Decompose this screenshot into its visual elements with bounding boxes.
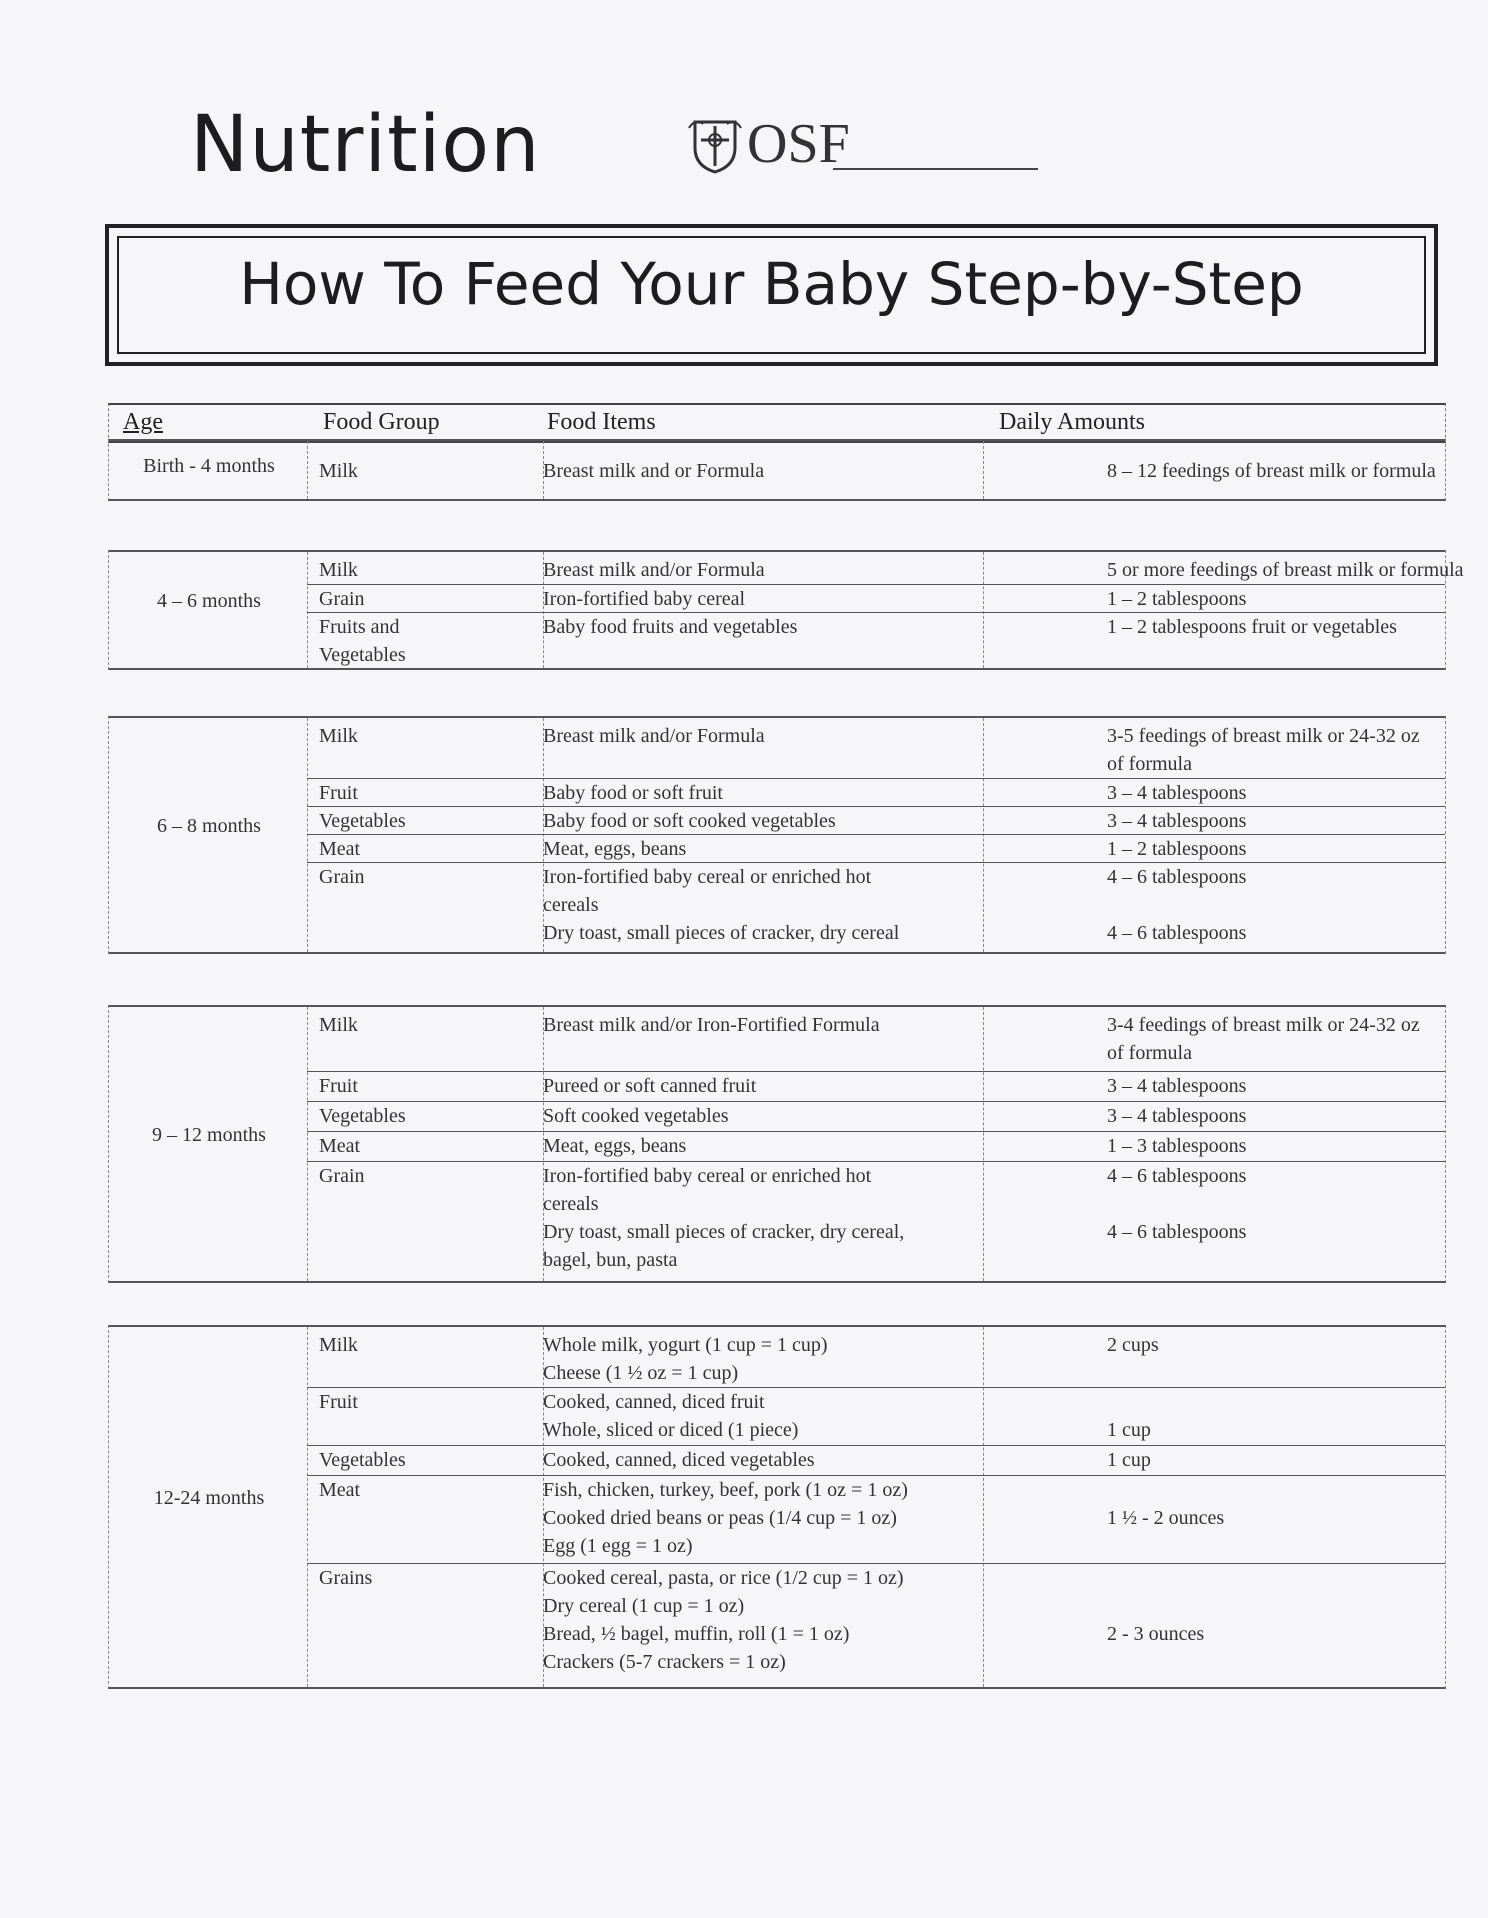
daily-amount-cell-line	[1107, 1648, 1204, 1676]
table-row	[307, 1331, 1445, 1387]
food-items-cell-line: Bread, ½ bagel, muffin, roll (1 = 1 oz)	[543, 1623, 850, 1645]
daily-amount-cell-line	[1107, 1359, 1159, 1387]
daily-amount-cell-line: 3 – 4 tablespoons	[1107, 810, 1247, 832]
food-items-cell	[543, 556, 765, 584]
food-items-cell-line: Cooked, canned, diced fruit	[543, 1391, 765, 1413]
logo-underline	[833, 168, 1038, 170]
food-items-cell-line: cereals	[543, 1193, 599, 1215]
logo-wordmark: OSF	[747, 113, 850, 175]
daily-amount-cell-line: 3 – 4 tablespoons	[1107, 1075, 1247, 1097]
food-items-cell	[543, 1388, 798, 1444]
daily-amount-cell	[1107, 1564, 1204, 1676]
daily-amount-cell	[1107, 863, 1246, 947]
food-group-cell	[319, 1072, 358, 1100]
daily-amount-cell	[1107, 613, 1397, 641]
food-group-cell-line: Milk	[319, 460, 358, 482]
osf-logo	[685, 114, 1040, 176]
food-group-cell-line: Meat	[319, 838, 361, 860]
age-label: 12-24 months	[153, 1487, 265, 1509]
daily-amount-cell-line: 2 - 3 ounces	[1107, 1623, 1205, 1645]
food-items-cell-line: bagel, bun, pasta	[543, 1249, 678, 1271]
food-group-cell-line: Grain	[319, 1165, 365, 1187]
daily-amount-cell-line: 1 – 2 tablespoons	[1107, 588, 1247, 610]
column-header-age: Age	[123, 409, 163, 435]
table-row	[307, 862, 1445, 949]
food-items-cell-line: Whole milk, yogurt (1 cup = 1 cup)	[543, 1334, 828, 1356]
daily-amount-cell-line	[1107, 1592, 1204, 1620]
food-group-cell-line: Vegetables	[319, 810, 406, 832]
food-items-cell-line: Cooked cereal, pasta, or rice (1/2 cup = 1 oz)	[543, 1567, 904, 1589]
column-header-food-items: Food Items	[547, 409, 656, 435]
crest-icon	[685, 114, 745, 176]
food-group-cell	[319, 1162, 365, 1190]
food-group-cell-line: Grain	[319, 588, 365, 610]
food-items-cell-line: Dry cereal (1 cup = 1 oz)	[543, 1595, 745, 1617]
age-label: 6 – 8 months	[157, 815, 261, 837]
food-group-cell	[319, 1476, 360, 1504]
food-items-cell	[543, 585, 745, 613]
column-header-food-group: Food Group	[323, 409, 440, 435]
daily-amount-cell	[1107, 1162, 1246, 1274]
food-items-cell-line: Iron-fortified baby cereal	[543, 588, 746, 610]
daily-amount-cell-line: of formula	[1107, 1042, 1192, 1064]
food-items-cell	[543, 722, 765, 750]
table-row	[307, 584, 1445, 613]
table-row	[307, 612, 1445, 665]
food-items-cell-line: cereals	[543, 894, 599, 916]
daily-amount-cell	[1107, 779, 1246, 807]
food-items-cell-line: Iron-fortified baby cereal or enriched hot	[543, 866, 872, 888]
daily-amount-cell	[1107, 807, 1246, 835]
table-row	[307, 1101, 1445, 1132]
food-items-cell-line: Dry toast, small pieces of cracker, dry cereal	[543, 922, 900, 944]
table-row	[307, 834, 1445, 863]
food-items-cell	[543, 1331, 828, 1387]
food-items-cell	[543, 1102, 729, 1130]
food-group-cell-line: Meat	[319, 1135, 361, 1157]
daily-amount-cell-line: 1 cup	[1107, 1419, 1151, 1441]
daily-amount-cell-line: 1 – 3 tablespoons	[1107, 1135, 1247, 1157]
daily-amount-cell	[1107, 835, 1246, 863]
daily-amount-cell-line: 3 – 4 tablespoons	[1107, 782, 1247, 804]
table-row	[307, 1387, 1445, 1446]
daily-amount-cell	[1107, 1446, 1151, 1474]
food-group-cell	[319, 807, 406, 835]
food-group-cell	[319, 779, 358, 807]
food-group-cell	[319, 722, 358, 750]
daily-amount-cell-line: 5 or more feedings of breast milk or formula	[1107, 559, 1464, 581]
daily-amount-cell-line: 2 cups	[1107, 1334, 1159, 1356]
daily-amount-cell	[1107, 556, 1464, 584]
daily-amount-cell-line: 8 – 12 feedings of breast milk or formula	[1107, 460, 1436, 482]
food-items-cell	[543, 835, 686, 863]
food-items-cell	[543, 779, 723, 807]
food-group-cell-line: Fruit	[319, 1391, 358, 1413]
food-group-cell-line: Milk	[319, 725, 358, 747]
food-items-cell-line: Pureed or soft canned fruit	[543, 1075, 757, 1097]
food-group-cell-line: Fruit	[319, 1075, 358, 1097]
food-items-cell-line: Baby food fruits and vegetables	[543, 616, 798, 638]
food-items-cell	[543, 1132, 686, 1160]
food-items-cell-line: Baby food or soft cooked vegetables	[543, 810, 836, 832]
table-row	[307, 806, 1445, 835]
food-group-cell	[319, 613, 406, 669]
daily-amount-cell-line: 1 ½ - 2 ounces	[1107, 1507, 1225, 1529]
table-row	[307, 1445, 1445, 1476]
table-row	[307, 1071, 1445, 1102]
heading-row	[190, 100, 1040, 200]
food-group-cell-line: Milk	[319, 1334, 358, 1356]
food-items-cell-line: Cooked, canned, diced vegetables	[543, 1449, 815, 1471]
daily-amount-cell-line	[1107, 1476, 1224, 1504]
food-items-cell-line: Breast milk and/or Formula	[543, 725, 765, 747]
subtitle-box	[105, 224, 1438, 366]
subtitle: How To Feed Your Baby Step-by-Step	[239, 250, 1304, 318]
table-row	[307, 1161, 1445, 1278]
daily-amount-cell	[1107, 585, 1246, 613]
food-group-cell	[319, 863, 365, 891]
daily-amount-cell-line: 1 – 2 tablespoons fruit or vegetables	[1107, 616, 1397, 638]
table-row	[307, 1563, 1445, 1684]
food-group-cell	[319, 1102, 406, 1130]
daily-amount-cell	[1107, 1476, 1224, 1560]
daily-amount-cell	[1107, 1072, 1246, 1100]
daily-amount-cell-line: 4 – 6 tablespoons	[1107, 1221, 1247, 1243]
food-items-cell-line: Breast milk and/or Formula	[543, 559, 765, 581]
food-items-cell	[543, 1072, 756, 1100]
food-items-cell-line: Baby food or soft fruit	[543, 782, 723, 804]
food-items-cell-line: Dry toast, small pieces of cracker, dry cereal,	[543, 1221, 905, 1243]
food-items-cell-line: Cooked dried beans or peas (1/4 cup = 1 oz)	[543, 1507, 897, 1529]
food-group-cell	[319, 1388, 358, 1416]
daily-amount-cell-line: 4 – 6 tablespoons	[1107, 1165, 1247, 1187]
food-group-cell-line: Fruit	[319, 782, 358, 804]
food-items-cell-line: Crackers (5-7 crackers = 1 oz)	[543, 1651, 786, 1673]
food-items-cell	[543, 1011, 880, 1039]
food-items-cell-line: Fish, chicken, turkey, beef, pork (1 oz = 1 oz)	[543, 1479, 908, 1501]
food-items-cell-line: Soft cooked vegetables	[543, 1105, 729, 1127]
age-section	[108, 550, 1464, 670]
food-items-cell	[543, 807, 836, 835]
food-items-cell	[543, 457, 764, 485]
food-items-cell	[543, 613, 797, 641]
daily-amount-cell-line: 3 – 4 tablespoons	[1107, 1105, 1247, 1127]
food-group-cell-line: Meat	[319, 1479, 361, 1501]
age-label: 4 – 6 months	[157, 590, 261, 612]
food-group-cell	[319, 1446, 406, 1474]
table-row	[307, 1131, 1445, 1162]
table-row	[307, 556, 1464, 584]
food-group-cell-line: Grain	[319, 866, 365, 888]
table-row	[307, 722, 1445, 778]
daily-amount-cell-line: of formula	[1107, 753, 1192, 775]
age-label: Birth - 4 months	[143, 455, 275, 477]
age-label: 9 – 12 months	[152, 1124, 266, 1146]
daily-amount-cell	[1107, 722, 1420, 778]
food-items-cell	[543, 1162, 904, 1274]
daily-amount-cell-line	[1107, 1532, 1224, 1560]
food-items-cell-line: Egg (1 egg = 1 oz)	[543, 1535, 693, 1557]
daily-amount-cell	[1107, 1102, 1246, 1130]
table-row	[307, 778, 1445, 807]
food-group-cell-line: Vegetables	[319, 644, 406, 666]
daily-amount-cell-line: 1 – 2 tablespoons	[1107, 838, 1247, 860]
food-items-cell	[543, 1446, 815, 1474]
food-group-cell-line: Fruits and	[319, 616, 400, 638]
daily-amount-cell-line: 1 cup	[1107, 1449, 1151, 1471]
column-header-daily-amounts: Daily Amounts	[999, 409, 1146, 435]
food-group-cell	[319, 1132, 360, 1160]
daily-amount-cell-line: 3-5 feedings of breast milk or 24-32 oz	[1107, 725, 1420, 747]
table-row	[307, 1011, 1445, 1071]
daily-amount-cell-line: 3-4 feedings of breast milk or 24-32 oz	[1107, 1014, 1420, 1036]
food-group-cell	[319, 585, 365, 613]
food-group-cell-line: Vegetables	[319, 1105, 406, 1127]
age-section	[108, 716, 1446, 954]
food-items-cell-line: Breast milk and or Formula	[543, 460, 765, 482]
table-row	[307, 1475, 1445, 1564]
daily-amount-cell-line	[1107, 1246, 1246, 1274]
food-group-cell-line: Grains	[319, 1567, 373, 1589]
food-items-cell	[543, 1564, 904, 1676]
daily-amount-cell	[1107, 1011, 1420, 1067]
daily-amount-cell-line	[1107, 1388, 1151, 1416]
food-group-cell-line: Milk	[319, 559, 358, 581]
food-group-cell-line: Milk	[319, 1014, 358, 1036]
food-group-cell-line: Vegetables	[319, 1449, 406, 1471]
food-items-cell-line: Meat, eggs, beans	[543, 838, 687, 860]
daily-amount-cell	[1107, 1132, 1246, 1160]
food-items-cell-line: Breast milk and/or Iron-Fortified Formula	[543, 1014, 880, 1036]
daily-amount-cell-line	[1107, 1564, 1204, 1592]
daily-amount-cell-line: 4 – 6 tablespoons	[1107, 922, 1247, 944]
page-title: Nutrition	[190, 100, 541, 190]
table-header	[108, 403, 1446, 443]
food-items-cell-line: Cheese (1 ½ oz = 1 cup)	[543, 1362, 739, 1384]
food-group-cell	[319, 835, 360, 863]
food-items-cell	[543, 1476, 908, 1560]
food-items-cell-line: Whole, sliced or diced (1 piece)	[543, 1419, 799, 1441]
food-items-cell	[543, 863, 899, 947]
daily-amount-cell-line: 4 – 6 tablespoons	[1107, 866, 1247, 888]
food-group-cell	[319, 1011, 358, 1039]
food-items-cell-line: Iron-fortified baby cereal or enriched hot	[543, 1165, 872, 1187]
age-section	[108, 1325, 1446, 1689]
daily-amount-cell-line	[1107, 1190, 1246, 1218]
age-section	[108, 439, 1446, 501]
food-group-cell	[319, 1331, 358, 1359]
food-group-cell	[319, 1564, 372, 1592]
daily-amount-cell-line	[1107, 891, 1246, 919]
food-items-cell-line: Meat, eggs, beans	[543, 1135, 687, 1157]
daily-amount-cell	[1107, 457, 1436, 485]
daily-amount-cell	[1107, 1331, 1159, 1387]
food-group-cell	[319, 457, 358, 485]
food-group-cell	[319, 556, 358, 584]
age-section	[108, 1005, 1446, 1283]
daily-amount-cell	[1107, 1388, 1151, 1444]
table-row	[307, 445, 1445, 495]
